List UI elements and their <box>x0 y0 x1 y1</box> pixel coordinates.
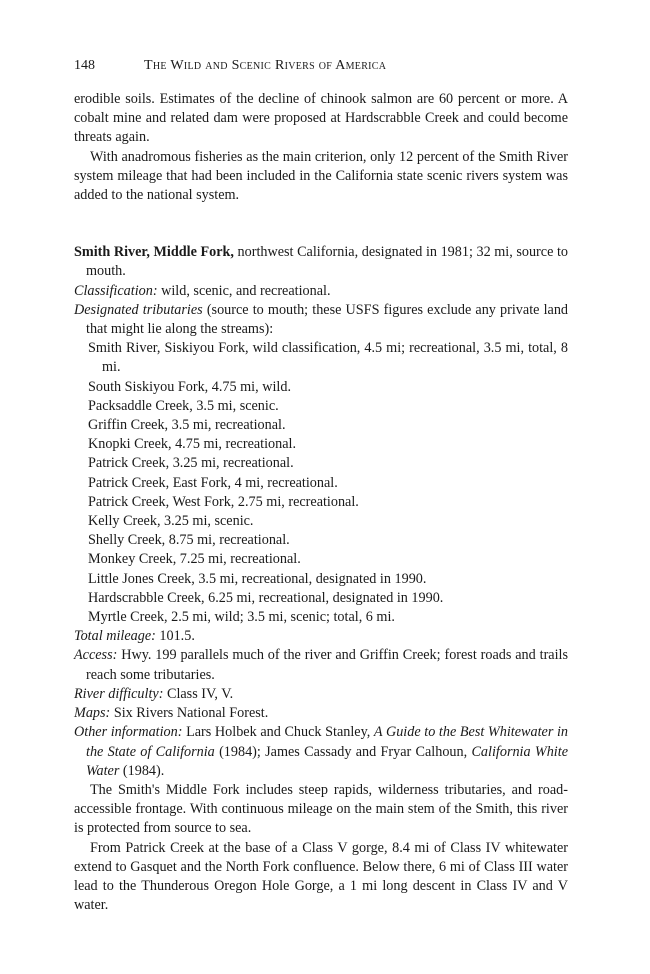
other-info-label: Other information: <box>74 724 183 741</box>
other-info-line <box>74 723 568 781</box>
classification-label: Classification: <box>74 282 158 299</box>
classification-value: wild, scenic, and recreational. <box>157 282 331 299</box>
other-info-text-1: Lars Holbek and Chuck Stanley, <box>182 724 374 741</box>
tributaries-value: (source to mouth; these USFS figures exclude any private land that might lie along the streams): <box>86 301 569 338</box>
page-header <box>74 58 568 80</box>
tributary-item: Patrick Creek, 3.25 mi, recreational. <box>88 455 294 472</box>
body-paragraph-1: The Smith's Middle Fork includes steep rapids, wilderness tributaries, and road-accessible frontage. With continuous mileage on the main stem of the Smith, this river is protected from source to sea. <box>74 781 568 837</box>
tributaries-line <box>74 301 568 339</box>
tributary-item: Hardscrabble Creek, 6.25 mi, recreational, designated in 1990. <box>88 589 444 606</box>
intro-paragraph-2: With anadromous fisheries as the main criterion, only 12 percent of the Smith River system mileage that had been included in the California state scenic rivers system was added to the national system. <box>74 148 568 204</box>
difficulty-value: Class IV, V. <box>163 685 234 702</box>
entry-heading <box>74 243 568 281</box>
tributaries-label: Designated tributaries <box>74 301 203 318</box>
tributary-item: Griffin Creek, 3.5 mi, recreational. <box>88 417 286 434</box>
maps-line <box>74 704 568 723</box>
other-info-text-2: (1984); James Cassady and Fryar Calhoun, <box>214 743 472 760</box>
total-mileage-line <box>74 627 568 646</box>
tributary-item: Knopki Creek, 4.75 mi, recreational. <box>88 436 297 453</box>
tributary-item: Smith River, Siskiyou Fork, wild classification, 4.5 mi; recreational, 3.5 mi, total, 8 mi. <box>88 340 568 376</box>
access-value: Hwy. 199 parallels much of the river and Griffin Creek; forest roads and trails reach some tributaries. <box>86 647 568 683</box>
access-label: Access: <box>74 647 118 664</box>
total-mileage-label: Total mileage: <box>74 628 156 645</box>
difficulty-line <box>74 685 568 704</box>
access-line <box>74 646 568 684</box>
other-info-text-3: (1984). <box>119 762 165 779</box>
river-name: Smith River, Middle Fork, <box>74 244 234 261</box>
total-mileage-value: 101.5. <box>155 628 195 645</box>
book-title-1: A Guide to the Best Whitewater in the State of California <box>86 724 569 760</box>
intro-paragraph-1: erodible soils. Estimates of the decline of chinook salmon are 60 percent or more. A cobalt mine and related dam were proposed at Hardscrabble Creek and could become threats again. <box>74 91 568 146</box>
tributary-item: Kelly Creek, 3.25 mi, scenic. <box>88 513 254 530</box>
tributary-item: Little Jones Creek, 3.5 mi, recreational, designated in 1990. <box>88 570 427 587</box>
tributary-item: Myrtle Creek, 2.5 mi, wild; 3.5 mi, scenic; total, 6 mi. <box>88 609 395 626</box>
tributary-list <box>74 339 568 627</box>
tributary-item: Patrick Creek, East Fork, 4 mi, recreational. <box>88 474 338 491</box>
body-paragraph-2: From Patrick Creek at the base of a Class V gorge, 8.4 mi of Class IV whitewater extend to Gasquet and the North Fork confluence. Below there, 6 mi of Class III water lead to the Thunderous Oregon Hole Gorge, a 1 mi long descent in Class IV and V water. <box>74 839 568 914</box>
running-title: The Wild and Scenic Rivers of America <box>144 58 387 73</box>
page-number: 148 <box>74 58 95 73</box>
tributary-item: Packsaddle Creek, 3.5 mi, scenic. <box>88 397 279 414</box>
book-page <box>74 58 568 915</box>
maps-value: Six Rivers National Forest. <box>110 705 269 722</box>
difficulty-label: River difficulty: <box>74 685 164 702</box>
tributary-item: Monkey Creek, 7.25 mi, recreational. <box>88 551 301 568</box>
classification-line <box>74 282 568 301</box>
tributary-item: Patrick Creek, West Fork, 2.75 mi, recreational. <box>88 493 359 510</box>
maps-label: Maps: <box>74 705 111 722</box>
tributary-item: Shelly Creek, 8.75 mi, recreational. <box>88 532 290 549</box>
tributary-item: South Siskiyou Fork, 4.75 mi, wild. <box>88 378 291 395</box>
entry-summary: northwest California, designated in 1981; 32 mi, source to mouth. <box>86 244 568 280</box>
book-title-2: California White Water <box>86 743 568 779</box>
